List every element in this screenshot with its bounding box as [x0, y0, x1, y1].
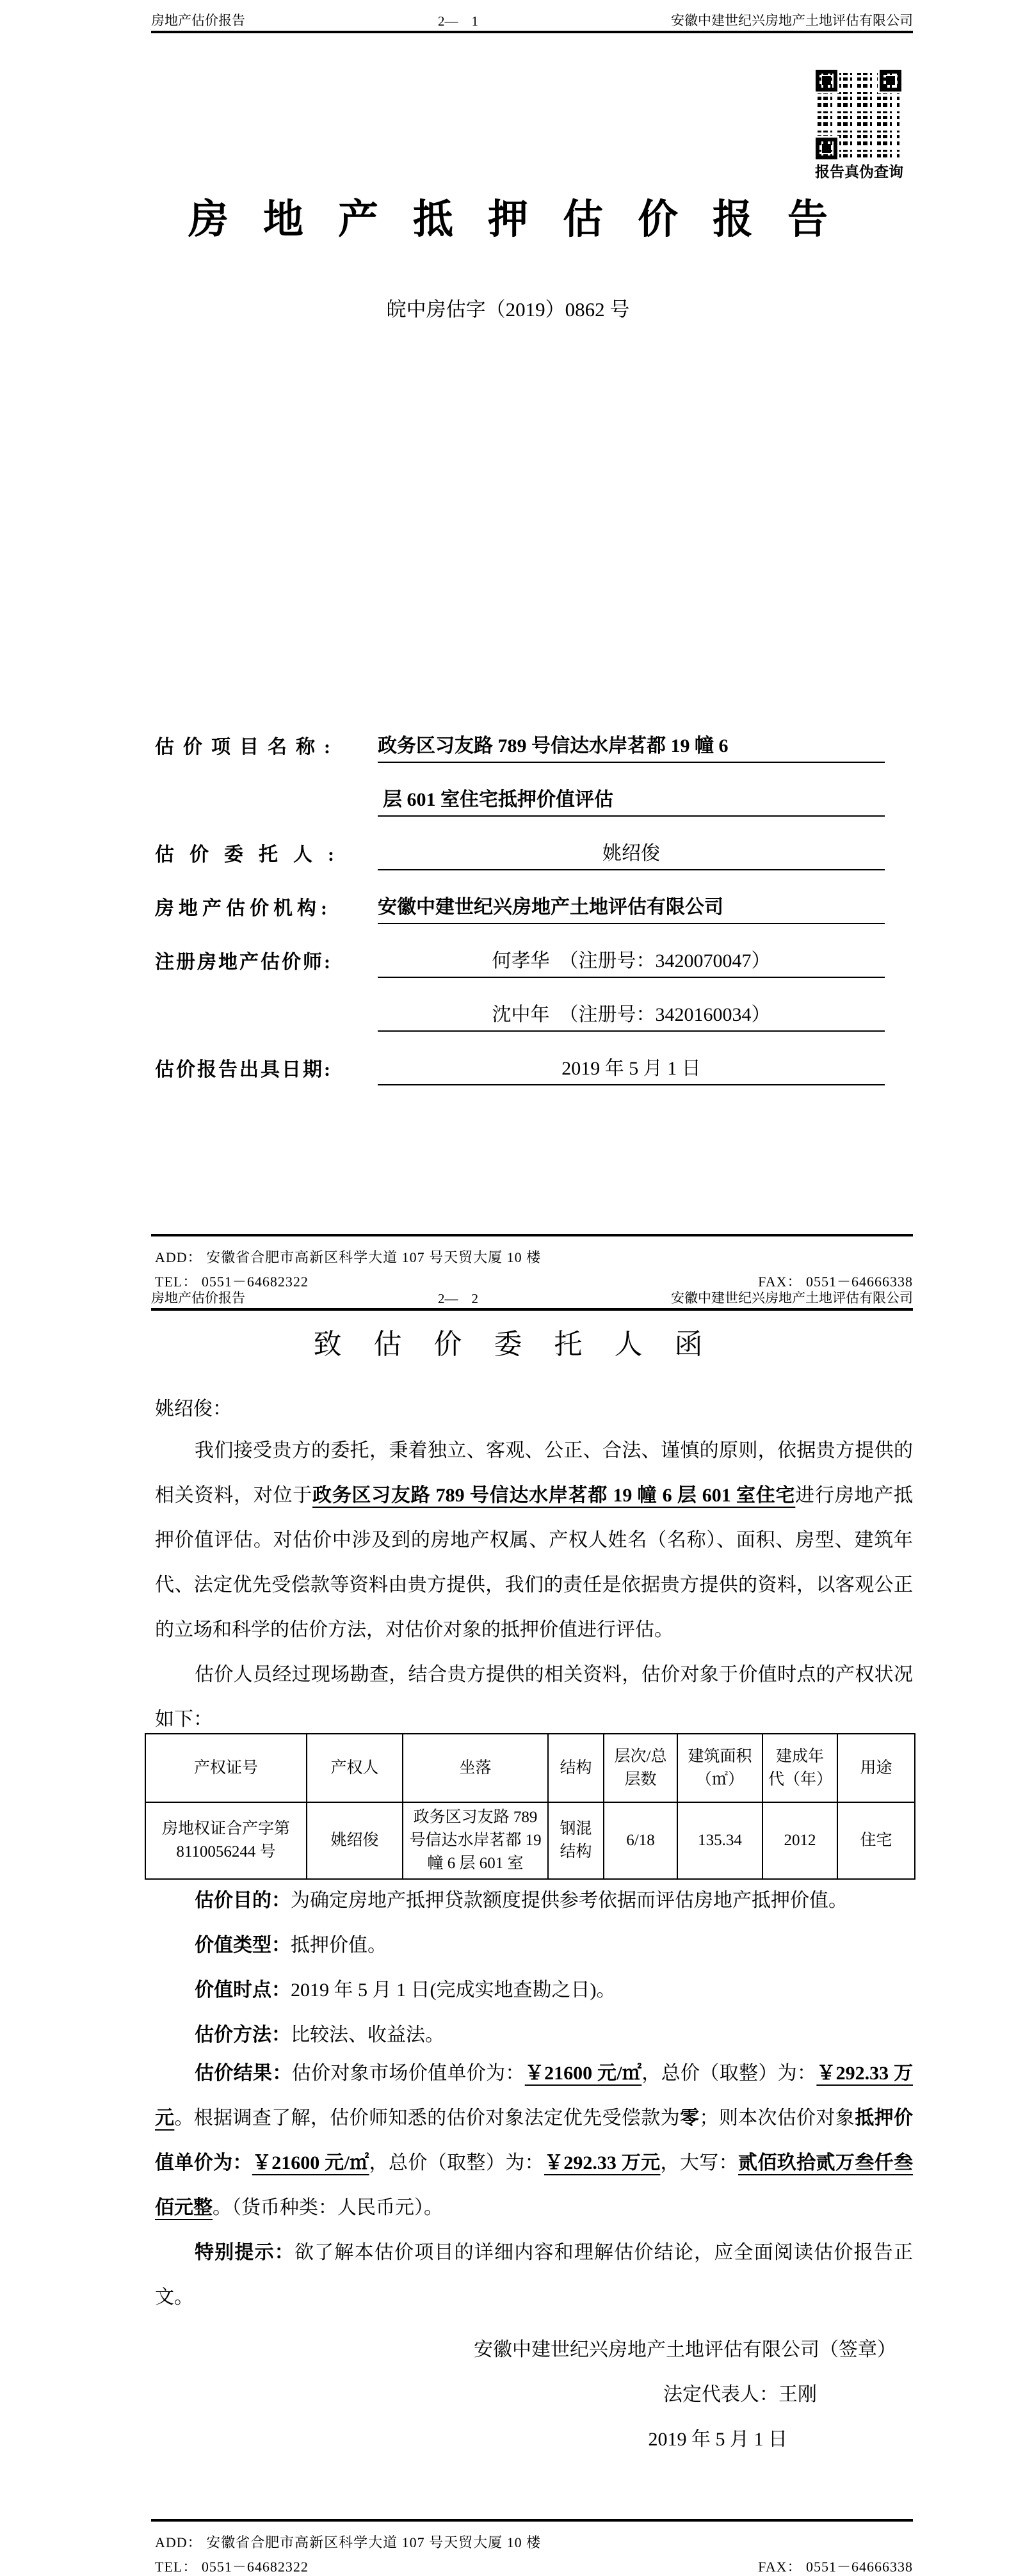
page2-header-rule	[151, 1308, 913, 1311]
report-title: 房地产抵押估价报告	[188, 197, 862, 242]
cell-owner: 姚绍俊	[307, 1802, 403, 1879]
field-label: 注册房地产估价师:	[155, 952, 332, 973]
notice-text: 欲了解本估价项目的详细内容和理解估价结论，应全面阅读估价报告正文。	[155, 2242, 913, 2308]
page1-header-rule	[151, 31, 913, 33]
market-total-price: ￥292.33 万元	[155, 2063, 914, 2129]
cell-use: 住宅	[837, 1802, 915, 1879]
col-use: 用途	[837, 1734, 915, 1802]
signature-legal-rep: 法定代表人：王刚	[663, 2384, 817, 2405]
field-report-date	[155, 1032, 885, 1085]
page1-footer-rule	[151, 1234, 913, 1236]
letter-title: 致估价委托人函	[313, 1329, 735, 1360]
item-text: 比较法、收益法。	[291, 2024, 444, 2045]
page2-footer-contacts	[155, 2556, 913, 2576]
appraisal-items	[155, 1878, 913, 2058]
page1-footer-address: ADD： 安徽省合肥市高新区科学大道 107 号天贸大厦 10 楼	[155, 1249, 542, 1265]
field-agency	[155, 870, 885, 924]
col-certificate-no: 产权证号	[145, 1734, 307, 1802]
qr-caption: 报告真伪查询	[815, 164, 903, 180]
paragraph-text: 进行房地产抵押价值评估。对估价中涉及到的房地产权属、产权人姓名（名称）、面积、房型、建筑年代、法定优先受偿款等资料由贵方提供，我们的责任是依据贵方提供的资料，以客观公正的立场和科学的估价方法，对估价对象的抵押价值进行评估。	[155, 1485, 914, 1640]
qr-finder-top-right	[880, 70, 901, 92]
paragraph-inspection: 估价人员经过现场勘查，结合贵方提供的相关资料，估价对象于价值时点的产权状况如下：	[155, 1664, 913, 1730]
field-value: 姚绍俊	[378, 837, 885, 870]
item-label: 估价方法：	[195, 2024, 291, 2045]
field-value: 何孝华 （注册号：3420070047）	[378, 945, 885, 978]
col-floor: 层次/总层数	[604, 1734, 677, 1802]
result-text: ；则本次估价对象	[699, 2108, 855, 2129]
property-rights-table	[145, 1733, 915, 1880]
signature-date: 2019 年 5 月 1 日	[648, 2429, 787, 2450]
mortgage-unit-price: ￥21600 元/㎡	[252, 2152, 369, 2173]
item-label: 估价目的：	[195, 1890, 291, 1911]
field-value: 2019 年 5 月 1 日	[378, 1052, 885, 1085]
page1-footer-tel: TEL： 0551－64682322	[155, 1274, 309, 1290]
field-label: 估价报告出具日期:	[155, 1059, 332, 1080]
priority-payment-zero: 零	[679, 2108, 700, 2129]
mortgage-value-label: 抵押价值单价为：	[155, 2108, 914, 2173]
result-text: ，总价（取整）为：	[369, 2152, 544, 2173]
subject-property: 政务区习友路 789 号信达水岸茗都 19 幢 6 层 601 室住宅	[312, 1485, 796, 1506]
page2-running-header	[151, 1288, 913, 1307]
page2-footer-tel: TEL： 0551－64682322	[155, 2559, 309, 2575]
cell-certificate-no: 房地权证合产字第 8110056244 号	[145, 1802, 307, 1879]
result-text: 。根据调查了解，估价师知悉的估价对象法定优先受偿款为	[174, 2108, 680, 2129]
item-purpose	[155, 1878, 913, 1923]
field-appraiser-2	[155, 978, 885, 1032]
cell-year-built: 2012	[762, 1802, 837, 1879]
field-project-name	[155, 709, 885, 763]
mortgage-total-price: ￥292.33 万元	[544, 2152, 661, 2173]
page2-footer-address: ADD： 安徽省合肥市高新区科学大道 107 号天贸大厦 10 楼	[155, 2534, 542, 2550]
col-structure: 结构	[548, 1734, 604, 1802]
col-location: 坐落	[403, 1734, 548, 1802]
page2-footer-rule	[151, 2519, 913, 2522]
table-data-row	[145, 1802, 915, 1879]
item-value-type	[155, 1923, 913, 1968]
qr-finder-bottom-left	[816, 138, 837, 159]
field-label: 估价项目名称:	[155, 737, 339, 758]
signature-company: 安徽中建世纪兴房地产土地评估有限公司（签章）	[474, 2339, 896, 2360]
table-header-row	[145, 1734, 915, 1802]
paragraph-commission	[155, 1428, 913, 1652]
cell-area: 135.34	[677, 1802, 762, 1879]
page1-header-company: 安徽中建世纪兴房地产土地评估有限公司	[671, 13, 913, 28]
page1-footer-fax: FAX： 0551－64666338	[758, 1274, 913, 1290]
item-text: 2019 年 5 月 1 日(完成实地查勘之日)。	[291, 1980, 616, 2001]
cell-floor: 6/18	[604, 1802, 677, 1879]
field-value: 安徽中建世纪兴房地产土地评估有限公司	[378, 891, 885, 924]
col-area: 建筑面积（㎡）	[677, 1734, 762, 1802]
market-unit-price: ￥21600 元/㎡	[524, 2063, 642, 2084]
cell-location: 政务区习友路 789 号信达水岸茗都 19 幢 6 层 601 室	[403, 1802, 548, 1879]
appraisal-result-paragraph	[155, 2051, 913, 2230]
field-label	[155, 813, 378, 817]
field-value: 沈中年 （注册号：3420160034）	[378, 998, 885, 1032]
item-label: 价值类型：	[195, 1935, 291, 1956]
col-year-built: 建成年代（年）	[762, 1734, 837, 1802]
qr-code	[818, 72, 899, 157]
field-label	[155, 1028, 378, 1032]
item-value-date	[155, 1968, 913, 2013]
salutation: 姚绍俊：	[155, 1398, 232, 1420]
field-value: 政务区习友路 789 号信达水岸茗都 19 幢 6	[378, 730, 885, 763]
cell-structure: 钢混结构	[548, 1802, 604, 1879]
paragraph-text: 我们接受贵方的委托，秉着独立、客观、公正、合法、谨慎的原则，依据贵方提供的相关资料，对位于	[155, 1440, 913, 1506]
result-text: ，总价（取整）为：	[641, 2063, 817, 2084]
page1-header-doc-type: 房地产估价报告	[151, 13, 245, 28]
page1-header-page-number: 2— 1	[438, 13, 478, 29]
document-number: 皖中房估字（2019）0862 号	[386, 298, 630, 321]
special-notice-paragraph	[155, 2230, 913, 2320]
field-value: 层 601 室住宅抵押价值评估	[378, 783, 885, 817]
cover-fields	[155, 709, 885, 1085]
item-label: 价值时点：	[195, 1980, 291, 2001]
item-text: 为确定房地产抵押贷款额度提供参考依据而评估房地产抵押价值。	[291, 1890, 848, 1911]
result-label: 估价结果：	[195, 2063, 292, 2084]
field-project-name-line2	[155, 763, 885, 817]
letter-body	[155, 1428, 913, 1742]
notice-label: 特别提示：	[195, 2242, 294, 2263]
col-owner: 产权人	[307, 1734, 403, 1802]
field-appraiser-1	[155, 924, 885, 978]
result-text: ，大写：	[660, 2152, 739, 2173]
amount-in-words: 贰佰玖拾贰万叁仟叁佰元整	[155, 2152, 914, 2218]
item-text: 抵押价值。	[291, 1935, 387, 1956]
page2-header-company: 安徽中建世纪兴房地产土地评估有限公司	[671, 1290, 913, 1306]
result-text: 估价对象市场价值单价为：	[291, 2063, 525, 2084]
field-client	[155, 817, 885, 870]
page1-running-header	[151, 10, 913, 29]
result-text: 。（货币种类：人民币元）。	[213, 2197, 443, 2218]
qr-finder-top-left	[816, 70, 837, 92]
page2-header-page-number: 2— 2	[438, 1291, 478, 1306]
page2-header-doc-type: 房地产估价报告	[151, 1290, 245, 1306]
field-label: 估价委托人:	[155, 844, 350, 865]
page2-footer-fax: FAX： 0551－64666338	[758, 2559, 913, 2575]
field-label: 房地产估价机构:	[155, 898, 332, 919]
